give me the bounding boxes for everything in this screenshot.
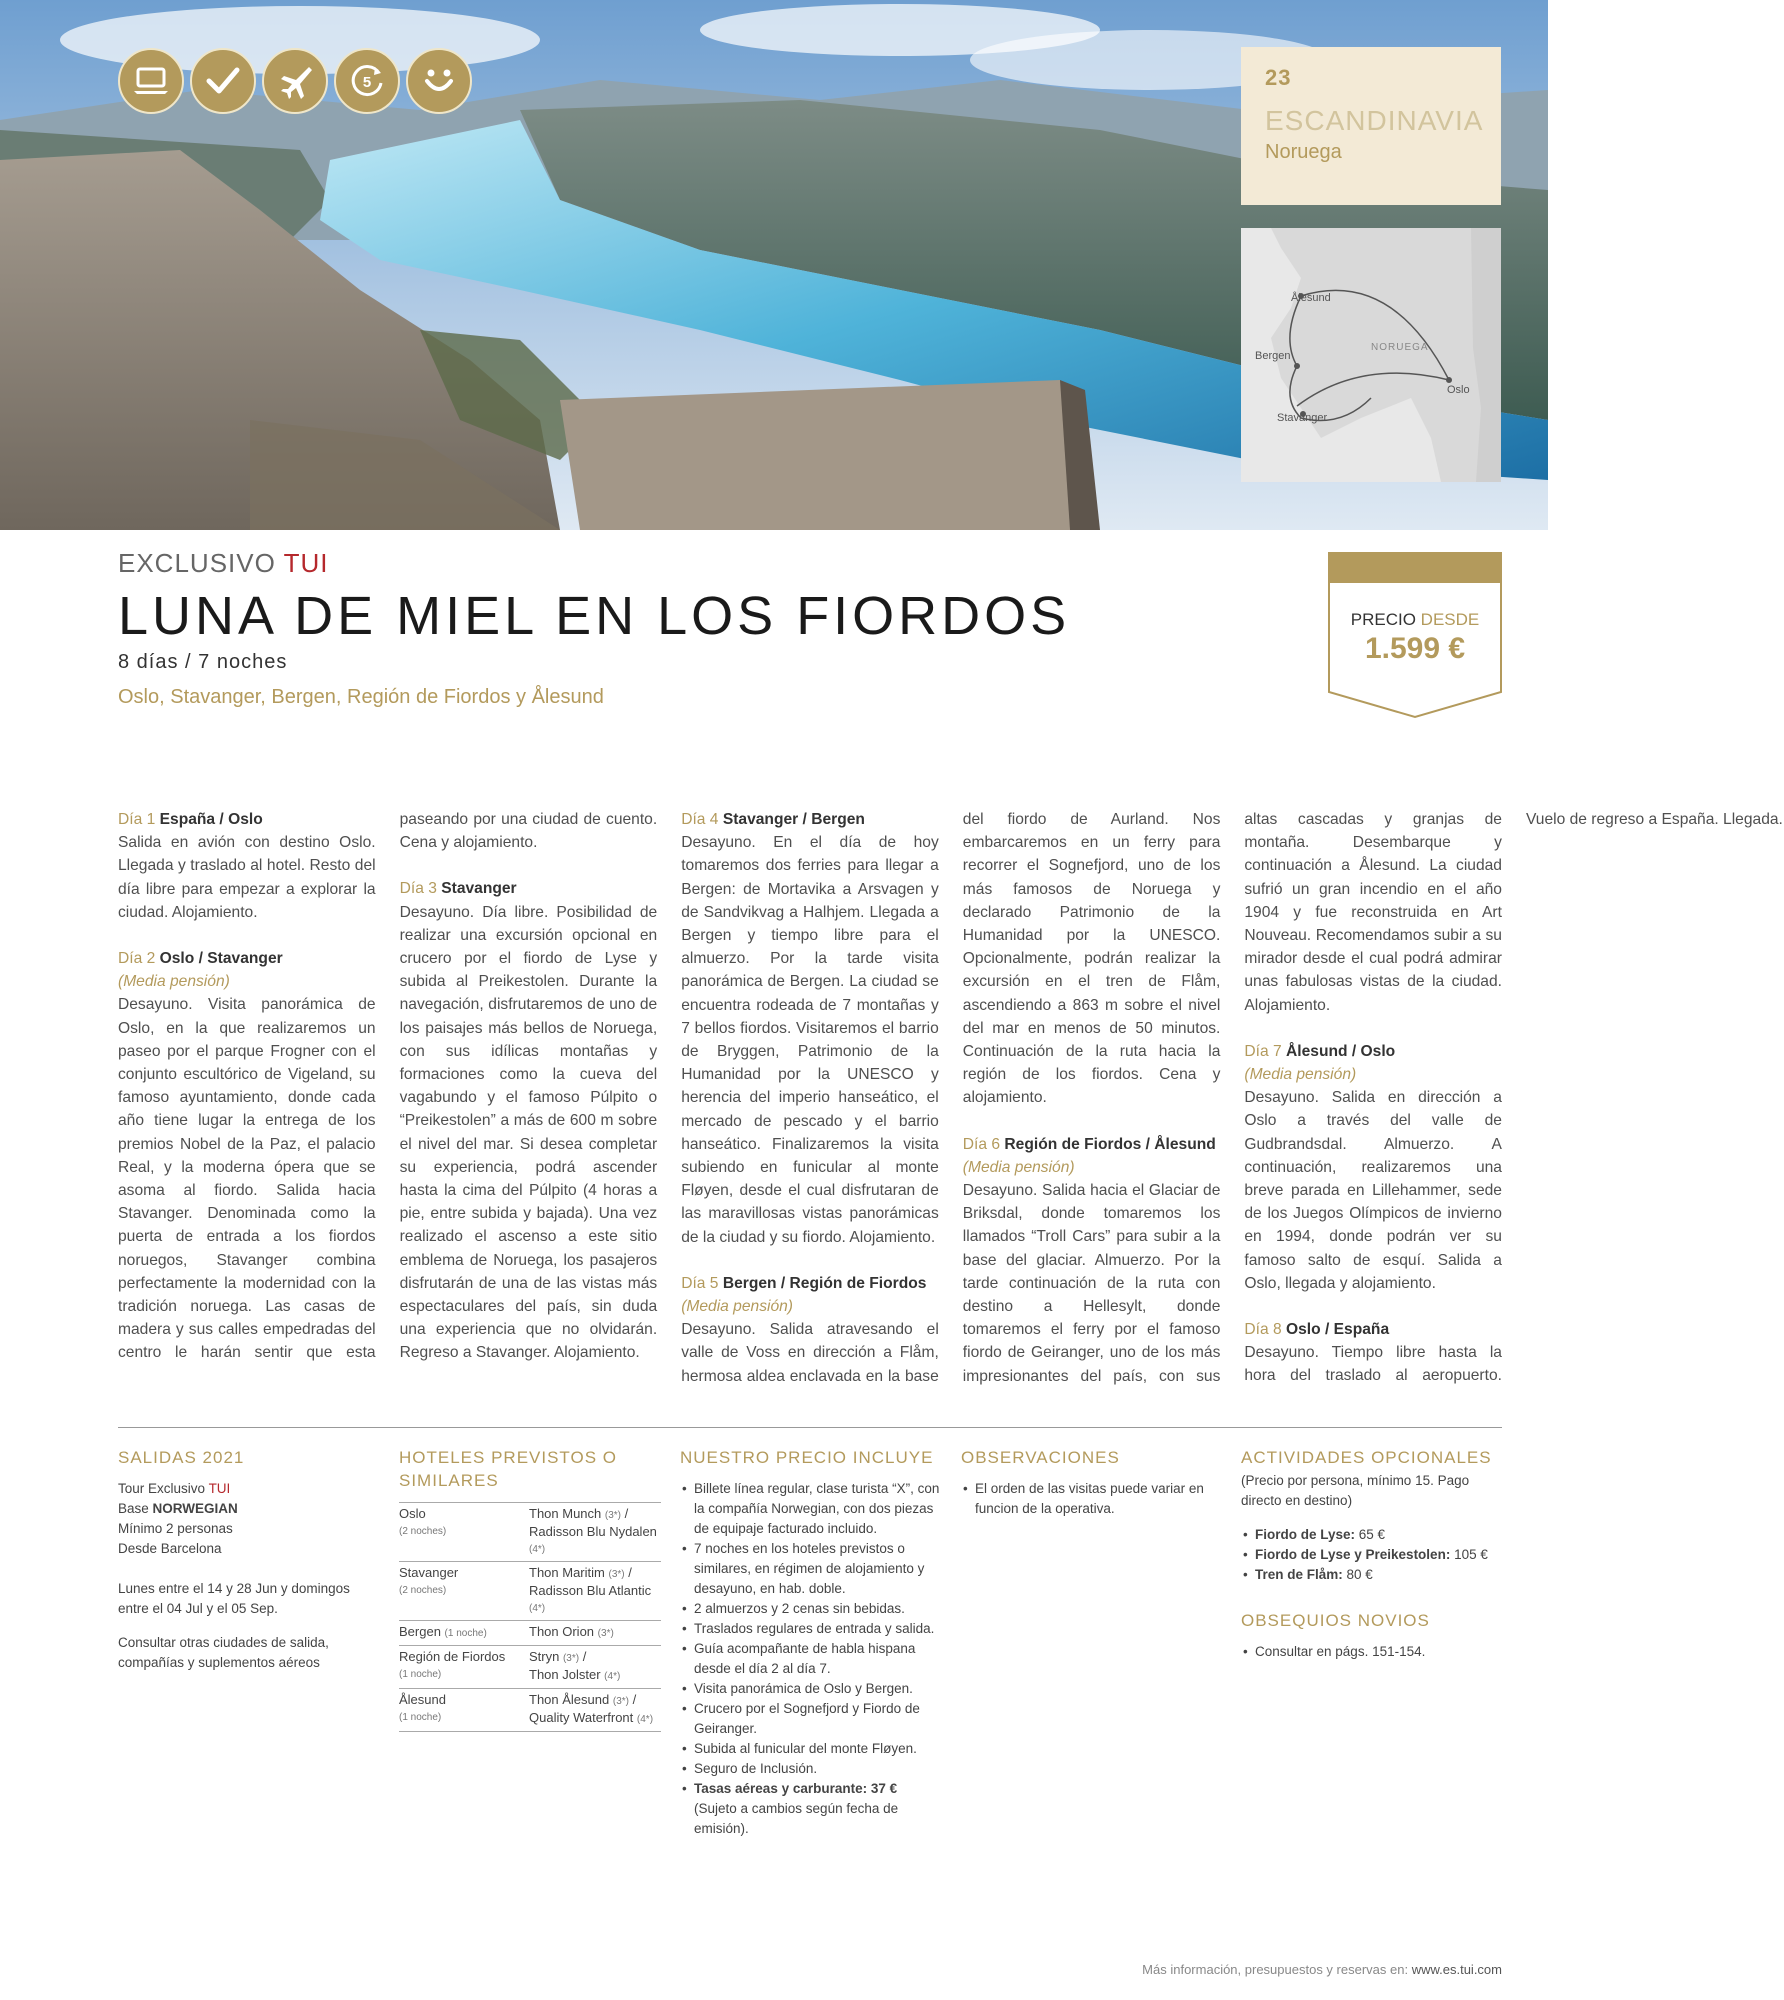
- hotel-stars: (4*): [529, 1544, 546, 1555]
- footer-text: Más información, presupuestos y reservas en:: [1142, 1962, 1412, 1977]
- observaciones-section: [961, 1446, 1223, 1519]
- obsequios-title: OBSEQUIOS NOVIOS: [1241, 1611, 1430, 1630]
- day-title: Oslo / España: [1286, 1321, 1390, 1339]
- feature-icons: [118, 48, 472, 114]
- list-item: • Crucero por el Sognefjord y Fiordo de Geiranger.: [680, 1699, 942, 1739]
- 5-icon: [334, 48, 400, 114]
- hotel-city: Región de Fiordos: [399, 1649, 506, 1664]
- day-heading: [963, 1133, 1221, 1156]
- hotel-city-cell: [399, 1621, 529, 1646]
- salidas-section: [118, 1446, 380, 1687]
- day-title: Oslo / Stavanger: [159, 950, 283, 968]
- hotel-stars: (3*): [562, 1653, 580, 1664]
- hotel-nights: (1 noche): [399, 1712, 442, 1723]
- table-row: [399, 1646, 661, 1689]
- actividades-title: ACTIVIDADES OPCIONALES: [1241, 1448, 1492, 1467]
- hotel-city: Stavanger: [399, 1565, 459, 1580]
- title-block: [118, 548, 1070, 709]
- eyebrow-brand: TUI: [283, 548, 329, 578]
- map-label-alesund: Ålesund: [1291, 292, 1331, 304]
- hotel-separator: /: [628, 1692, 637, 1707]
- eyebrow: [118, 548, 1070, 579]
- route-map: [1241, 228, 1501, 482]
- activity-label: Tren de Flåm:: [1255, 1567, 1343, 1582]
- salidas-title: SALIDAS 2021: [118, 1448, 245, 1467]
- destination-box: [1241, 47, 1501, 205]
- incluye-title: NUESTRO PRECIO INCLUYE: [680, 1448, 934, 1467]
- check-icon: [190, 48, 256, 114]
- day-heading: [1244, 1040, 1502, 1063]
- itinerary-day: [118, 808, 376, 924]
- price-label-suffix: DESDE: [1420, 610, 1480, 629]
- list-item: • Billete línea regular, clase turista “X”, con la compañía Norwegian, con dos piezas de equipaje facturado incluido.: [680, 1479, 942, 1539]
- day-title: Ålesund / Oslo: [1286, 1042, 1396, 1060]
- itinerary-day: [400, 877, 658, 1364]
- region-name: ESCANDINAVIA: [1265, 105, 1484, 136]
- hotel-city-cell: [399, 1646, 529, 1689]
- list-item: • Subida al funicular del monte Fløyen.: [680, 1739, 942, 1759]
- observaciones-title: OBSERVACIONES: [961, 1448, 1120, 1467]
- itinerary: [118, 808, 1783, 1388]
- price-label: [1328, 610, 1502, 630]
- day-number: Día 1: [118, 811, 156, 828]
- base-airline: NORWEGIAN: [152, 1501, 238, 1516]
- day-heading: [118, 947, 376, 970]
- hotel-city-cell: [399, 1689, 529, 1732]
- smile-icon: [406, 48, 472, 114]
- hotel-stars: (3*): [608, 1569, 625, 1580]
- day-number: Día 7: [1244, 1042, 1282, 1060]
- hotel-name: Thon Ålesund: [529, 1692, 610, 1707]
- day-text: Salida en avión con destino Oslo. Llegada y traslado al hotel. Resto del día libre para empezar a explorar la ciudad. Alojamiento.: [118, 834, 376, 921]
- salidas-tour: [118, 1479, 380, 1559]
- list-item: • El orden de las visitas puede variar en funcion de la operativa.: [961, 1479, 1223, 1519]
- day-number: Día 8: [1244, 1321, 1282, 1339]
- hotel-stars: (3*): [604, 1510, 622, 1521]
- hotel-stars: (3*): [597, 1628, 614, 1639]
- day-number: Día 2: [118, 950, 156, 968]
- incluye-list: [680, 1479, 942, 1839]
- actividades-section: [1241, 1446, 1503, 1662]
- map-label-country: NORUEGA: [1371, 342, 1429, 353]
- hotel-city: Oslo: [399, 1506, 426, 1521]
- salidas-dates: Lunes entre el 14 y 28 Jun y domingos entre el 04 Jul y el 05 Sep.: [118, 1581, 350, 1616]
- list-item: [1241, 1565, 1503, 1585]
- page-number: 23: [1265, 65, 1292, 90]
- hotel-city-cell: [399, 1562, 529, 1621]
- day-heading: [118, 808, 376, 831]
- day-heading: [681, 808, 939, 831]
- plane-icon: [262, 48, 328, 114]
- day-meal: (Media pensión): [681, 1298, 794, 1316]
- observaciones-list: [961, 1479, 1223, 1519]
- map-label-bergen: Bergen: [1255, 350, 1291, 362]
- hotel-names-cell: [529, 1689, 661, 1732]
- list-item: • Visita panorámica de Oslo y Bergen.: [680, 1679, 942, 1699]
- list-item: • Seguro de Inclusión.: [680, 1759, 942, 1779]
- origin-city: Desde Barcelona: [118, 1541, 222, 1556]
- list-item: • 7 noches en los hoteles previstos o similares, en régimen de alojamiento y desayuno, en hab. doble.: [680, 1539, 942, 1599]
- price-content: [1328, 610, 1502, 666]
- hotel-city-cell: [399, 1503, 529, 1562]
- day-title: Bergen / Región de Fiordos: [722, 1274, 927, 1292]
- actividades-list: [1241, 1525, 1503, 1585]
- table-row: [399, 1621, 661, 1646]
- icon-digit: 5: [362, 74, 372, 91]
- hotel-name: Stryn: [529, 1649, 560, 1664]
- day-number: Día 6: [962, 1135, 1001, 1153]
- day-title: Stavanger / Bergen: [722, 811, 865, 828]
- hotel-table: [399, 1502, 661, 1732]
- day-text: Desayuno. Salida atravesando el valle de Voss en dirección a Flåm, hermosa aldea enclavada en la base del fiordo de Aurland. Nos embarcaremos en un ferry para recorrer el Sognefjord, uno de los más famosos de Noruega y declarado Patrimonio de la Humanidad por la UNESCO. Opcionalmente, podrán realizar la excursión en el tren de Flåm, ascendiendo a 863 m sobre el nivel del mar en menos de 50 minutos. Continuación de la ruta hacia la región de los fiordos. Cena y alojamiento.: [681, 811, 1221, 1385]
- itinerary-day: [1244, 1040, 1502, 1295]
- hoteles-section: [399, 1446, 661, 1732]
- hotel-name: Quality Waterfront: [529, 1710, 634, 1725]
- map-label-stavanger: Stavanger: [1277, 412, 1328, 424]
- hotel-name: Thon Munch: [529, 1506, 602, 1521]
- hotel-name: Thon Orion: [529, 1624, 595, 1639]
- list-item: • Traslados regulares de entrada y salida.: [680, 1619, 942, 1639]
- day-meal: (Media pensión): [118, 973, 230, 991]
- day-heading: [1244, 1318, 1502, 1341]
- list-item: [680, 1779, 942, 1839]
- day-title: Región de Fiordos / Ålesund: [1004, 1135, 1216, 1153]
- laptop-icon: [118, 48, 184, 114]
- day-text: Desayuno. Visita panorámica de Oslo, en la que realizaremos un paseo por el parque Frogner con el conjunto escultórico de Vigeland, su famoso ayuntamiento, donde cada año tiene lugar la entrega de los premios Nobel de la Paz, el palacio Real, y la moderna ópera que se asoma al fiordo. Salida hacia Stavanger. Denominada como la puerta de entrada a los fiordos noruegos, Stavanger combina perfectamente la modernidad con la tradición noruega. Las casas de madera y sus calles empedradas del centro le harán sentir que esta paseando por una ciudad de cuento. Cena y alojamiento.: [118, 811, 658, 1362]
- hotel-names-cell: [529, 1562, 661, 1621]
- hotel-nights: (2 noches): [399, 1526, 447, 1537]
- day-number: Día 4: [681, 811, 719, 828]
- footer-url[interactable]: www.es.tui.com: [1411, 1962, 1502, 1977]
- country-name: Noruega: [1265, 141, 1342, 163]
- section-divider: [118, 1427, 1502, 1428]
- activity-label: Fiordo de Lyse:: [1255, 1527, 1356, 1542]
- hotel-names-cell: [529, 1621, 661, 1646]
- activity-price: 80 €: [1342, 1567, 1373, 1582]
- hotel-stars: (3*): [612, 1696, 629, 1707]
- base-prefix: Base: [118, 1501, 149, 1516]
- day-text: Desayuno. En el día de hoy tomaremos dos ferries para llegar a Bergen: de Mortavika a Arsvagen y de Sandvikvag a Halhjem. Llegada a Bergen y tiempo libre para el almuerzo. Por la tarde visita panorámica de Bergen. La ciudad se encuentra rodeada de 7 montañas y 7 bellos fiordos. Visitaremos el barrio de Bryggen, Patrimonio de la Humanidad por la UNESCO y herencia del imperio hanseático, el mercado de pescado y el barrio hanseático. Finalizaremos la visita subiendo en funicular al monte Fløyen, desde el cual disfrutaran de las maravillosas vistas panorámicas de la ciudad y su fiordo. Alojamiento.: [681, 834, 939, 1246]
- hotel-nights: (1 noche): [399, 1669, 442, 1680]
- day-text: Desayuno. Salida en dirección a Oslo a través del valle de Gudbrandsdal. Almuerzo. A continuación, realizaremos una breve parada en Lillehammer, sede de los Juegos Olímpicos de invierno en 1994, donde podrán ver su famoso salto de esquí. Salida a Oslo, llegada y alojamiento.: [1244, 1089, 1502, 1292]
- footer: [1142, 1962, 1502, 1977]
- hotel-stars: (4*): [604, 1671, 621, 1682]
- salidas-note: Consultar otras ciudades de salida, compañías y suplementos aéreos: [118, 1635, 329, 1670]
- hotel-name: Thon Jolster: [529, 1667, 601, 1682]
- hotel-stars: (4*): [529, 1603, 546, 1614]
- table-row: [399, 1503, 661, 1562]
- hotel-separator: /: [579, 1649, 587, 1664]
- hotel-name: Radisson Blu Nydalen: [529, 1524, 657, 1539]
- list-item: • Consultar en págs. 151-154.: [1241, 1642, 1503, 1662]
- incluye-section: [680, 1446, 942, 1839]
- table-row: [399, 1689, 661, 1732]
- day-number: Día 3: [399, 880, 437, 898]
- hotel-stars: (4*): [636, 1714, 654, 1725]
- map-label-oslo: Oslo: [1447, 384, 1470, 396]
- hotel-city: Bergen: [399, 1624, 441, 1639]
- hotel-separator: /: [621, 1506, 629, 1521]
- actividades-note: (Precio por persona, mínimo 15. Pago directo en destino): [1241, 1473, 1470, 1508]
- obsequios-list: [1241, 1642, 1503, 1662]
- day-heading: [681, 1272, 939, 1295]
- hotel-names-cell: [529, 1503, 661, 1562]
- tour-prefix: Tour Exclusivo: [118, 1481, 206, 1496]
- tasas-label: Tasas aéreas y carburante: 37 €: [694, 1781, 898, 1796]
- hoteles-title: HOTELES PREVISTOS O SIMILARES: [399, 1448, 618, 1490]
- list-item: [1241, 1525, 1503, 1545]
- hotel-separator: /: [624, 1565, 632, 1580]
- activity-price: 65 €: [1355, 1527, 1386, 1542]
- hotel-names-cell: [529, 1646, 661, 1689]
- page-title: LUNA DE MIEL EN LOS FIORDOS: [118, 586, 1071, 646]
- day-meal: (Media pensión): [1244, 1066, 1357, 1084]
- hotel-name: Thon Maritim: [529, 1565, 605, 1580]
- price-badge: [1328, 552, 1502, 718]
- hotel-name: Radisson Blu Atlantic: [529, 1583, 652, 1598]
- list-item: • Guía acompañante de habla hispana desde el día 2 al día 7.: [680, 1639, 942, 1679]
- list-item: [1241, 1545, 1503, 1565]
- price-value: 1.599 €: [1364, 632, 1466, 665]
- day-title: Stavanger: [441, 880, 517, 898]
- activity-label: Fiordo de Lyse y Preikestolen:: [1255, 1547, 1451, 1562]
- day-heading: [400, 877, 658, 900]
- trip-duration: 8 días / 7 noches: [118, 651, 288, 673]
- itinerary-day: [681, 808, 939, 1249]
- min-persons: Mínimo 2 personas: [118, 1521, 233, 1536]
- day-number: Día 5: [681, 1274, 719, 1292]
- tasas-note: (Sujeto a cambios según fecha de emisión).: [694, 1801, 899, 1836]
- day-text: Desayuno. Salida hacia el Glaciar de Briksdal, donde tomaremos los llamados “Troll Cars” para subir a la base del glaciar. Almuerzo. Por la tarde continuación de la ruta con destino a Hellesylt, donde tomaremos el ferry por el famoso fiordo de Geiranger, uno de los más impresionantes del país, con sus altas cascadas y granjas de montaña. Desembarque y continuación a Ålesund. La ciudad sufrió un gran incendio en el año 1904 y fue reconstruida en Art Nouveau. Recomendamos subir a su mirador desde el cual podrá admirar unas fabulosas vistas de la ciudad. Alojamiento.: [962, 811, 1502, 1385]
- day-text: Desayuno. Día libre. Posibilidad de realizar una excursión opcional en crucero por el fiordo de Lyse y subida al Preikestolen. Durante la navegación, disfrutaremos de uno de los paisajes más bellos de Noruega, con sus idílicas montañas y formaciones como la cueva del vagabundo y el famoso Púlpito o “Preikestolen” a más de 600 m sobre el nivel del mar. Si desea completar su experiencia, podrá ascender hasta la cima del Púlpito (4 horas a pie, entre subida y bajada). Una vez realizado el ascenso a este sitio emblema de Noruega, los pasajeros disfrutarán de una de las vistas más espectaculares del país, sin duda una experiencia que no olvidarán. Regreso a Stavanger. Alojamiento.: [399, 903, 658, 1362]
- list-item: • 2 almuerzos y 2 cenas sin bebidas.: [680, 1599, 942, 1619]
- activity-price: 105 €: [1450, 1547, 1488, 1562]
- day-text: Desayuno. Tiempo libre hasta la hora del traslado al aeropuerto. Vuelo de regreso a España. Llegada.: [1244, 811, 1783, 1385]
- hotel-nights: (2 noches): [399, 1585, 447, 1596]
- hotel-nights: (1 noche): [444, 1628, 487, 1639]
- tour-brand: TUI: [208, 1481, 231, 1496]
- day-title: España / Oslo: [159, 811, 263, 828]
- table-row: [399, 1562, 661, 1621]
- eyebrow-prefix: EXCLUSIVO: [118, 548, 276, 578]
- hotel-city: Ålesund: [399, 1692, 446, 1707]
- trip-route: Oslo, Stavanger, Bergen, Región de Fiordos y Ålesund: [118, 686, 604, 708]
- day-meal: (Media pensión): [962, 1158, 1075, 1176]
- price-label-main: PRECIO: [1350, 610, 1416, 629]
